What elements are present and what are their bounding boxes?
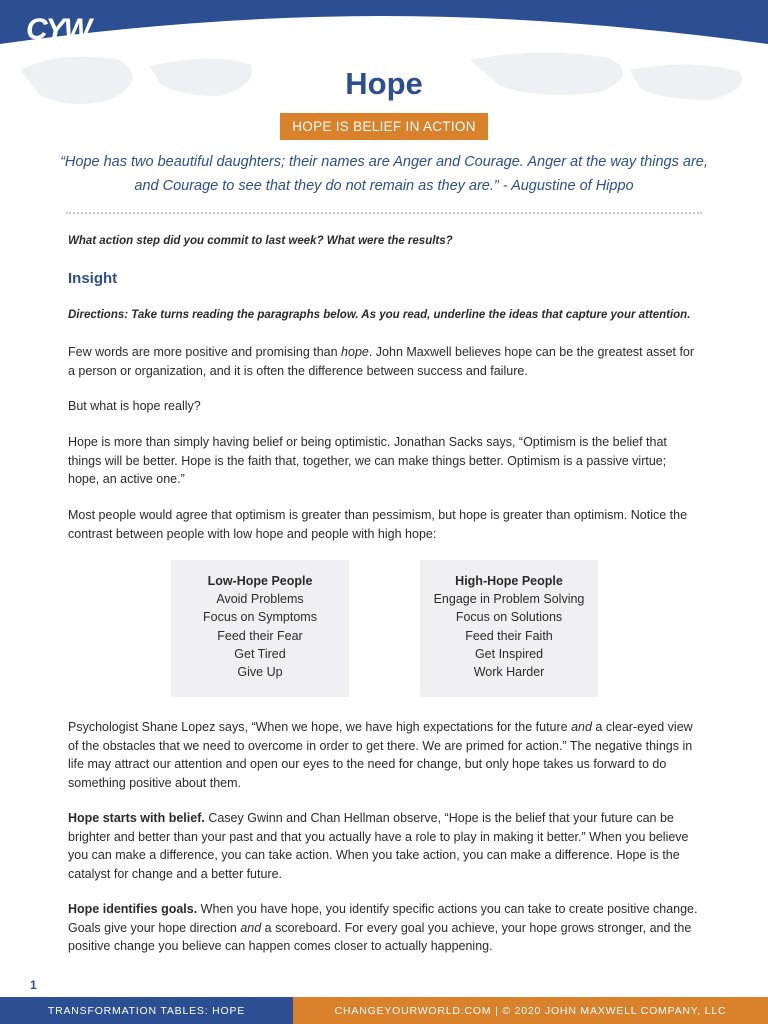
low-hope-item: Get Tired (234, 646, 286, 661)
low-hope-item: Focus on Symptoms (203, 610, 317, 625)
high-hope-item: Feed their Faith (465, 628, 553, 643)
paragraph-6-lead: Hope starts with belief. (68, 811, 205, 825)
paragraph-5-text-a: Psychologist Shane Lopez says, “When we hope, we have high expectations for the future (68, 720, 572, 734)
directions-text: Directions: Take turns reading the paragraphs below. As you read, underline the ideas that capture your attention. (68, 309, 691, 321)
logo-mark: CYW (26, 13, 90, 46)
cyw-logo (26, 14, 90, 60)
paragraph-7 (68, 900, 700, 956)
subtitle-banner: HOPE IS BELIEF IN ACTION (280, 113, 488, 140)
low-hope-item: Avoid Problems (216, 592, 304, 607)
low-hope-item: Feed their Fear (217, 628, 303, 643)
paragraph-4: Most people would agree that optimism is greater than pessimism, but hope is greater than optimism. Notice the contrast between people with low hope and people with high hope: (68, 508, 688, 541)
paragraph-7-emphasis: and (240, 920, 262, 935)
section-heading-insight: Insight (68, 270, 118, 287)
paragraph-7-text-a: When you have hope, you identify specific actions you can take to create positive change. Goals give your hope direction (68, 902, 698, 935)
paragraph-7-text-b: a scoreboard. For every goal you achieve, your hope grows stronger, and the positive change you believe can happen comes closer to actually happening. (68, 920, 692, 953)
footer-copyright: CHANGEYOURWORLD.COM | © 2020 JOHN MAXWELL COMPANY, LLC (293, 997, 768, 1024)
opening-quote: “Hope has two beautiful daughters; their names are Anger and Courage. Anger at the way things are, and Courage to see that they do not remain as they are.” - Augustine of Hippo (60, 154, 708, 194)
paragraph-1-text-b: . John Maxwell believes hope can be the greatest asset for a person or organization, and it is often the difference between success and failure. (68, 345, 695, 378)
high-hope-box (420, 560, 598, 697)
paragraph-1-emphasis: hope (341, 345, 369, 359)
logo-tagline: CHANGE YOUR WORLD. (26, 47, 90, 53)
paragraph-7-lead: Hope identifies goals. (68, 902, 198, 916)
paragraph-1 (68, 343, 700, 380)
low-hope-box (171, 560, 349, 697)
low-hope-heading: Low-Hope People (207, 574, 313, 588)
paragraph-5-emphasis: and (571, 720, 592, 734)
high-hope-item: Engage in Problem Solving (433, 592, 585, 607)
paragraph-5-text-b: a clear-eyed view of the obstacles that we need to overcome in order to get there. We are primed for action.” The negative things in life may attract our attention and open our eyes to the need for change, but only hope takes us forward to do something positive about them. (68, 720, 693, 790)
paragraph-1-text-a: Few words are more positive and promising than (68, 345, 342, 359)
dotted-divider (66, 212, 702, 214)
check-in-prompt: What action step did you commit to last week? What were the results? (68, 235, 453, 247)
paragraph-2: But what is hope really? (68, 399, 201, 413)
high-hope-heading: High-Hope People (455, 574, 563, 588)
paragraph-5 (68, 718, 700, 792)
high-hope-item: Get Inspired (474, 646, 544, 661)
paragraph-6 (68, 809, 700, 883)
footer-series-title: TRANSFORMATION TABLES: HOPE (0, 997, 293, 1024)
high-hope-item: Focus on Solutions (455, 610, 563, 625)
page-title: Hope (345, 66, 423, 101)
high-hope-item: Work Harder (473, 665, 545, 680)
paragraph-3: Hope is more than simply having belief or being optimistic. Jonathan Sacks says, “Optimism is the belief that things will be better. Hope is the faith that, together, we can make things better. Optimism is a passive virtue; hope, an active one.” (68, 435, 667, 486)
page-number: 1 (30, 978, 37, 992)
header-band (0, 0, 768, 120)
world-map-background (0, 0, 768, 120)
low-hope-item: Give Up (237, 665, 283, 680)
paragraph-6-text: Casey Gwinn and Chan Hellman observe, “Hope is the belief that your future can be brighter and better than your past and that you actually have a role to play in making it better.” When you believe you can make a difference, you can take action. When you take action, you can make a difference. Hope is the catalyst for change and a better future. (68, 811, 689, 881)
